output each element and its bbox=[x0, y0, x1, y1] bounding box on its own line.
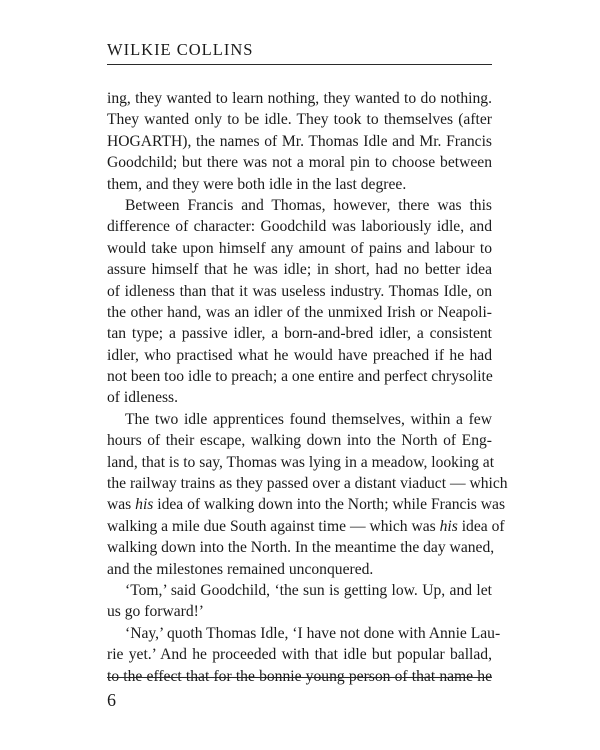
emphasis: his bbox=[135, 496, 154, 514]
text-line: of idleness. bbox=[107, 389, 179, 407]
text-line: them, and they were both idle in the last degree. bbox=[107, 175, 407, 193]
header-rule bbox=[107, 64, 492, 65]
text-line: us go forward!’ bbox=[107, 603, 204, 621]
text-line: ing, they wanted to learn nothing, they wanted to do nothing. bbox=[107, 90, 492, 107]
text-line: walking a mile due South against time — which was his idea of bbox=[107, 517, 505, 535]
text-line: difference of character: Goodchild was laboriously idle, and bbox=[107, 218, 492, 236]
text-line: idler, who practised what he would have preached if he had bbox=[107, 346, 492, 364]
text-line: tan type; a passive idler, a born-and-bred idler, a consistent bbox=[107, 325, 492, 343]
footer-rule bbox=[107, 677, 492, 678]
running-head-title: WILKIE COLLINS bbox=[107, 40, 254, 59]
text-line: would take upon himself any amount of pains and labour to bbox=[107, 239, 492, 257]
text-line: HOGARTH), the names of Mr. Thomas Idle and Mr. Francis bbox=[107, 132, 492, 150]
body-text bbox=[107, 88, 508, 687]
text-line: to the effect that for the bonnie young person of that name he bbox=[107, 667, 492, 685]
text-line: hours of their escape, walking down into the North of Eng- bbox=[107, 432, 492, 450]
text-line: and the milestones remained unconquered. bbox=[107, 560, 374, 578]
text-line: The two idle apprentices found themselves, within a few bbox=[125, 410, 492, 428]
text-line: assure himself that he was idle; in short, had no better idea bbox=[107, 261, 492, 279]
text-line: They wanted only to be idle. They took to themselves (after bbox=[107, 111, 492, 129]
text-line: the other hand, was an idler of the unmixed Irish or Neapoli- bbox=[107, 303, 492, 321]
text-line: walking down into the North. In the meantime the day waned, bbox=[107, 539, 495, 557]
text-line: land, that is to say, Thomas was lying in a meadow, looking at bbox=[107, 453, 495, 471]
emphasis: his bbox=[439, 517, 458, 535]
text-line: Between Francis and Thomas, however, there was this bbox=[125, 196, 492, 214]
page-number: 6 bbox=[107, 690, 116, 710]
text-line: was his idea of walking down into the North; while Francis was bbox=[107, 496, 506, 514]
text-line: of idleness than that it was useless industry. Thomas Idle, on bbox=[107, 282, 492, 300]
text-line: Goodchild; but there was not a moral pin to choose between bbox=[107, 154, 492, 172]
text-line: the railway trains as they passed over a distant viaduct — which bbox=[107, 475, 508, 493]
text-line: rie yet.’ And he proceeded with that idle but popular ballad, bbox=[107, 646, 492, 664]
text-line: not been too idle to preach; a one entire and perfect chrysolite bbox=[107, 368, 493, 386]
text-line: ‘Tom,’ said Goodchild, ‘the sun is getting low. Up, and let bbox=[125, 581, 492, 599]
text-line: ‘Nay,’ quoth Thomas Idle, ‘I have not done with Annie Lau- bbox=[125, 624, 501, 642]
